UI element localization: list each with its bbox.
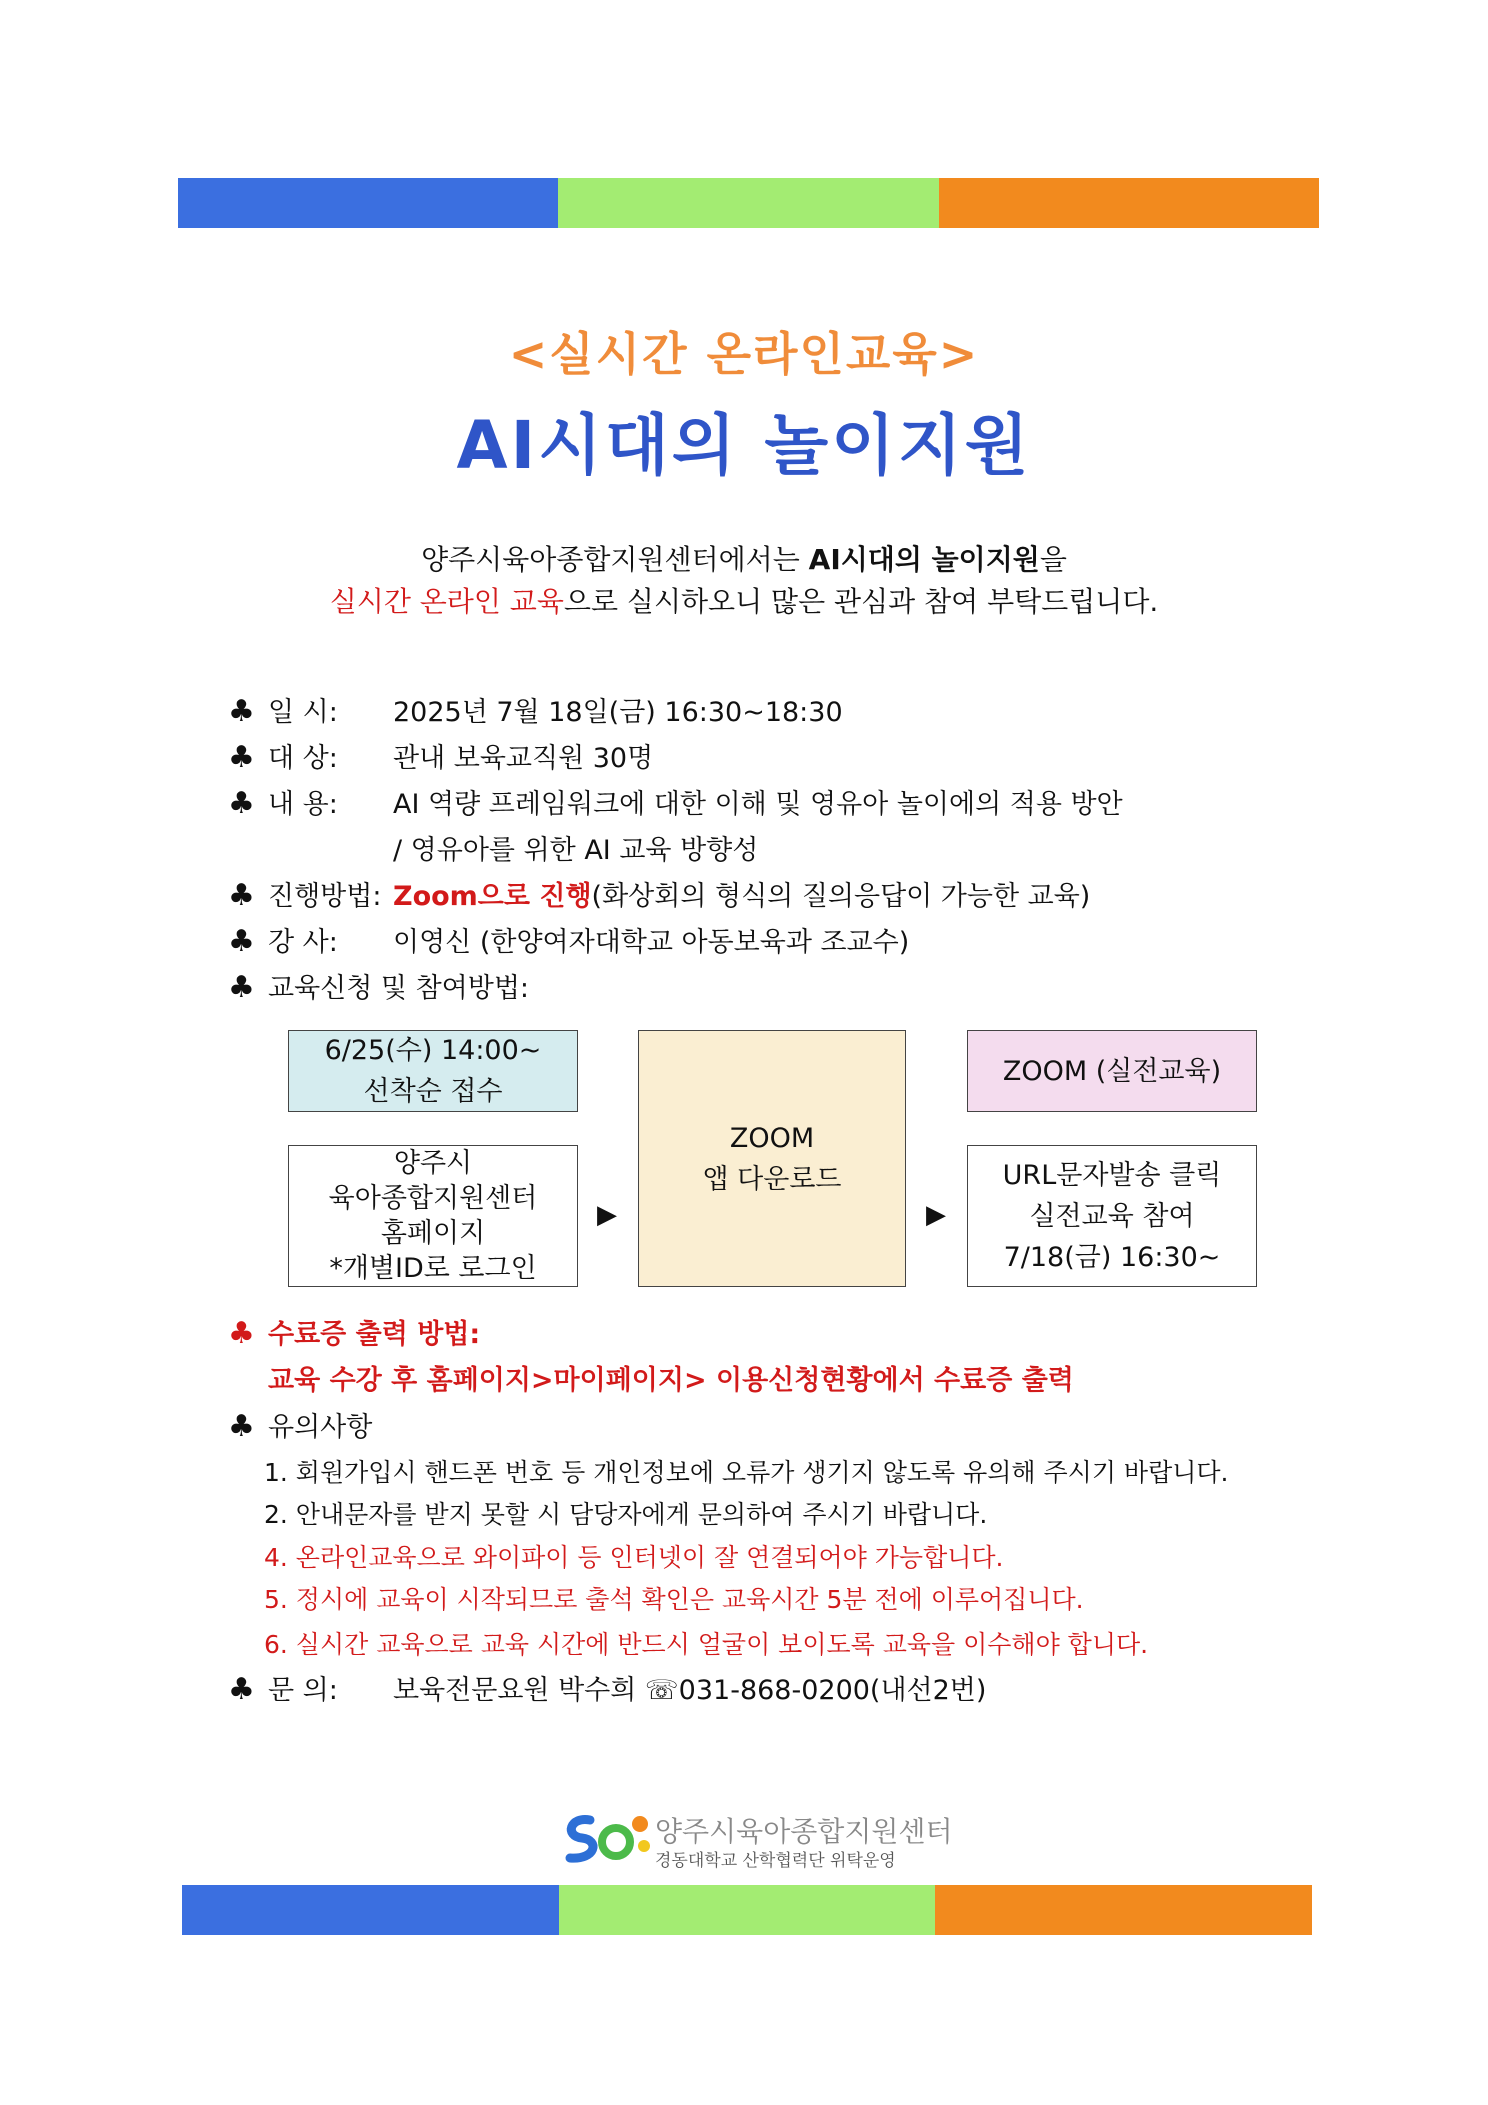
notes-label: 유의사항 xyxy=(268,1412,373,1443)
page-title: AI시대의 놀이지원 xyxy=(456,407,1032,484)
bottom-bar-blue xyxy=(182,1885,559,1935)
intro-line-1 xyxy=(0,538,1488,578)
intro-line-2 xyxy=(0,580,1488,620)
page-subtitle: <실시간 온라인교육> xyxy=(508,327,980,381)
flow-text: 양주시 xyxy=(393,1148,473,1179)
certificate-body: 교육 수강 후 홈페이지>마이페이지> 이용신청현황에서 수료증 출력 xyxy=(268,1365,1074,1396)
flow-text: 홈페이지 xyxy=(380,1218,486,1249)
detail-method xyxy=(228,874,1090,913)
club-icon: ♣ xyxy=(228,1409,255,1444)
detail-value: 보육전문요원 박수희 ☏031-868-0200(내선2번) xyxy=(393,1675,987,1706)
detail-value: (화상회의 형식의 질의응답이 가능한 교육) xyxy=(591,881,1091,912)
flow-text: *개별ID로 로그인 xyxy=(329,1253,537,1284)
certificate-title xyxy=(228,1312,480,1351)
flow-text: 육아종합지원센터 xyxy=(328,1183,538,1214)
detail-label: 문 의: xyxy=(268,1675,338,1706)
flow-box-homepage xyxy=(288,1145,578,1287)
intro-highlight: AI시대의 놀이지원 xyxy=(808,543,1040,576)
flow-arrow-2: ▶ xyxy=(926,1200,946,1230)
top-bar-blue xyxy=(178,178,558,228)
detail-contact xyxy=(228,1668,986,1707)
detail-value: 이영신 (한양여자대학교 아동보육과 조교수) xyxy=(393,927,910,958)
footer-org-sub: 경동대학교 산학협력단 위탁운영 xyxy=(655,1851,896,1871)
bottom-bar-green xyxy=(559,1885,936,1935)
flow-text: ZOOM (실전교육) xyxy=(1002,1055,1222,1087)
intro-text: 양주시육아종합지원센터에서는 xyxy=(421,543,809,576)
top-bar-green xyxy=(558,178,938,228)
intro-text-2: 으로 실시하오니 많은 관심과 참여 부탁드립니다. xyxy=(563,585,1159,618)
footer-org-name: 양주시육아종합지원센터 xyxy=(655,1815,953,1848)
detail-target xyxy=(228,736,653,775)
bottom-color-bar xyxy=(182,1885,1312,1935)
detail-label: 일 시: xyxy=(268,697,338,728)
note-item-red: 6. 실시간 교육으로 교육 시간에 반드시 얼굴이 보이도록 교육을 이수해야 합니다. xyxy=(264,1630,1149,1659)
certificate-label: 수료증 출력 방법: xyxy=(268,1319,481,1350)
club-icon: ♣ xyxy=(228,970,255,1005)
club-icon: ♣ xyxy=(228,924,255,959)
flow-text: 6/25(수) 14:00~ xyxy=(324,1035,542,1066)
note-item: 1. 회원가입시 핸드폰 번호 등 개인정보에 오류가 생기지 않도록 유의해 주시기 바랍니다. xyxy=(264,1458,1229,1487)
flow-text: 실전교육 참여 xyxy=(1029,1200,1195,1232)
club-icon: ♣ xyxy=(228,1672,255,1707)
detail-lecturer xyxy=(228,920,909,959)
center-logo-icon xyxy=(560,1808,650,1868)
note-item: 2. 안내문자를 받지 못할 시 담당자에게 문의하여 주시기 바랍니다. xyxy=(264,1500,988,1529)
top-color-bar xyxy=(178,178,1319,228)
detail-label: 대 상: xyxy=(268,743,338,774)
club-icon: ♣ xyxy=(228,694,255,729)
club-icon: ♣ xyxy=(228,740,255,775)
flow-arrow-1: ▶ xyxy=(597,1200,617,1230)
notes-title xyxy=(228,1405,372,1444)
club-icon: ♣ xyxy=(228,878,255,913)
detail-value-red: Zoom으로 진행 xyxy=(393,881,592,912)
detail-value: 관내 보육교직원 30명 xyxy=(393,743,654,774)
note-item-red: 4. 온라인교육으로 와이파이 등 인터넷이 잘 연결되어야 가능합니다. xyxy=(264,1543,1004,1572)
detail-date xyxy=(228,690,843,729)
club-icon: ♣ xyxy=(228,786,255,821)
flow-text: URL문자발송 클릭 xyxy=(1002,1159,1222,1191)
detail-value: AI 역량 프레임워크에 대한 이해 및 영유아 놀이에의 적용 방안 xyxy=(393,789,1123,820)
top-bar-orange xyxy=(939,178,1319,228)
flow-box-zoom-practice xyxy=(967,1030,1257,1112)
detail-content xyxy=(228,782,1123,821)
note-item-red: 5. 정시에 교육이 시작되므로 출석 확인은 교육시간 5분 전에 이루어집니다. xyxy=(264,1585,1084,1614)
flow-text: 7/18(금) 16:30~ xyxy=(1003,1241,1221,1273)
club-icon: ♣ xyxy=(228,1316,255,1351)
flow-box-apply-date xyxy=(288,1030,578,1112)
detail-apply xyxy=(228,966,529,1005)
detail-label: 강 사: xyxy=(268,927,338,958)
intro-red-text: 실시간 온라인 교육 xyxy=(329,585,564,618)
intro-text-end: 을 xyxy=(1039,543,1067,576)
detail-label: 진행방법: xyxy=(268,881,382,912)
bottom-bar-orange xyxy=(935,1885,1312,1935)
detail-value: 2025년 7월 18일(금) 16:30~18:30 xyxy=(393,697,843,728)
detail-content-2: / 영유아를 위한 AI 교육 방향성 xyxy=(393,835,759,866)
flow-box-zoom-download xyxy=(638,1030,906,1287)
detail-label: 교육신청 및 참여방법: xyxy=(268,973,529,1004)
flow-text: ZOOM xyxy=(729,1122,815,1154)
flow-text: 앱 다운로드 xyxy=(702,1163,842,1195)
flow-text: 선착순 접수 xyxy=(363,1076,503,1107)
flow-box-url xyxy=(967,1145,1257,1287)
detail-label: 내 용: xyxy=(268,789,338,820)
